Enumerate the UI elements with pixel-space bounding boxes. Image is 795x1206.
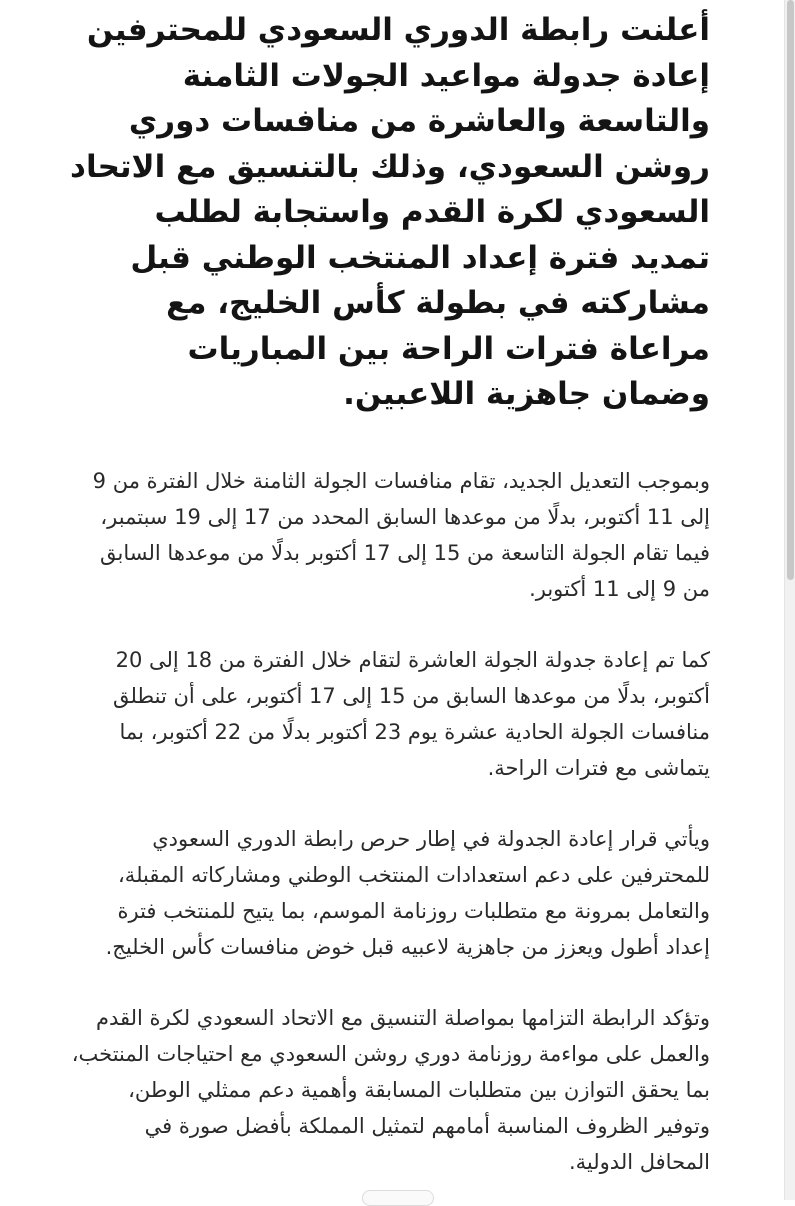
vertical-scrollbar[interactable] bbox=[784, 0, 795, 1200]
article-paragraph-1: وبموجب التعديل الجديد، تقام منافسات الجولة الثامنة خلال الفترة من 9 إلى 11 أكتوبر، بدلًا من موعدها السابق المحدد من 17 إلى 19 سبتمبر، فيما تقام الجولة التاسعة من 15 إلى 17 أكتوبر بدلًا من موعدها السابق من 9 إلى 11 أكتوبر. bbox=[92, 468, 710, 601]
article-paragraph-4: وتؤكد الرابطة التزامها بمواصلة التنسيق مع الاتحاد السعودي لكرة القدم والعمل على مواءمة روزنامة دوري روشن السعودي مع احتياجات المنتخب، بما يحقق التوازن بين متطلبات المسابقة وأهمية دعم ممثلي الوطن، وتوفير الظروف المناسبة أمامهم لتمثيل المملكة بأفضل صورة في المحافل الدولية. bbox=[71, 1005, 710, 1174]
article-paragraph-2: كما تم إعادة جدولة الجولة العاشرة لتقام خلال الفترة من 18 إلى 20 أكتوبر، بدلًا من موعدها السابق من 15 إلى 17 أكتوبر، على أن تنطلق منافسات الجولة الحادية عشرة يوم 23 أكتوبر بدلًا من 22 أكتوبر، بما يتماشى مع فترات الراحة. bbox=[112, 647, 710, 780]
article bbox=[70, 8, 710, 1180]
article-headline: أعلنت رابطة الدوري السعودي للمحترفين إعادة جدولة مواعيد الجولات الثامنة والتاسعة والعاشرة من منافسات دوري روشن السعودي، وذلك بالتنسيق مع الاتحاد السعودي لكرة القدم واستجابة لطلب تمديد فترة إعداد المنتخب الوطني قبل مشاركته في بطولة كأس الخليج، مع مراعاة فترات الراحة بين المباريات وضمان جاهزية اللاعبين. bbox=[70, 12, 710, 412]
bottom-handle[interactable] bbox=[362, 1190, 434, 1206]
scrollbar-thumb[interactable] bbox=[787, 0, 794, 580]
article-paragraph-3: ويأتي قرار إعادة الجدولة في إطار حرص رابطة الدوري السعودي للمحترفين على دعم استعدادات المنتخب الوطني ومشاركاته المقبلة، والتعامل بمرونة مع متطلبات روزنامة الموسم، بما يتيح للمنتخب فترة إعداد أطول ويعزز من جاهزية لاعبيه قبل خوض منافسات كأس الخليج. bbox=[105, 826, 710, 959]
